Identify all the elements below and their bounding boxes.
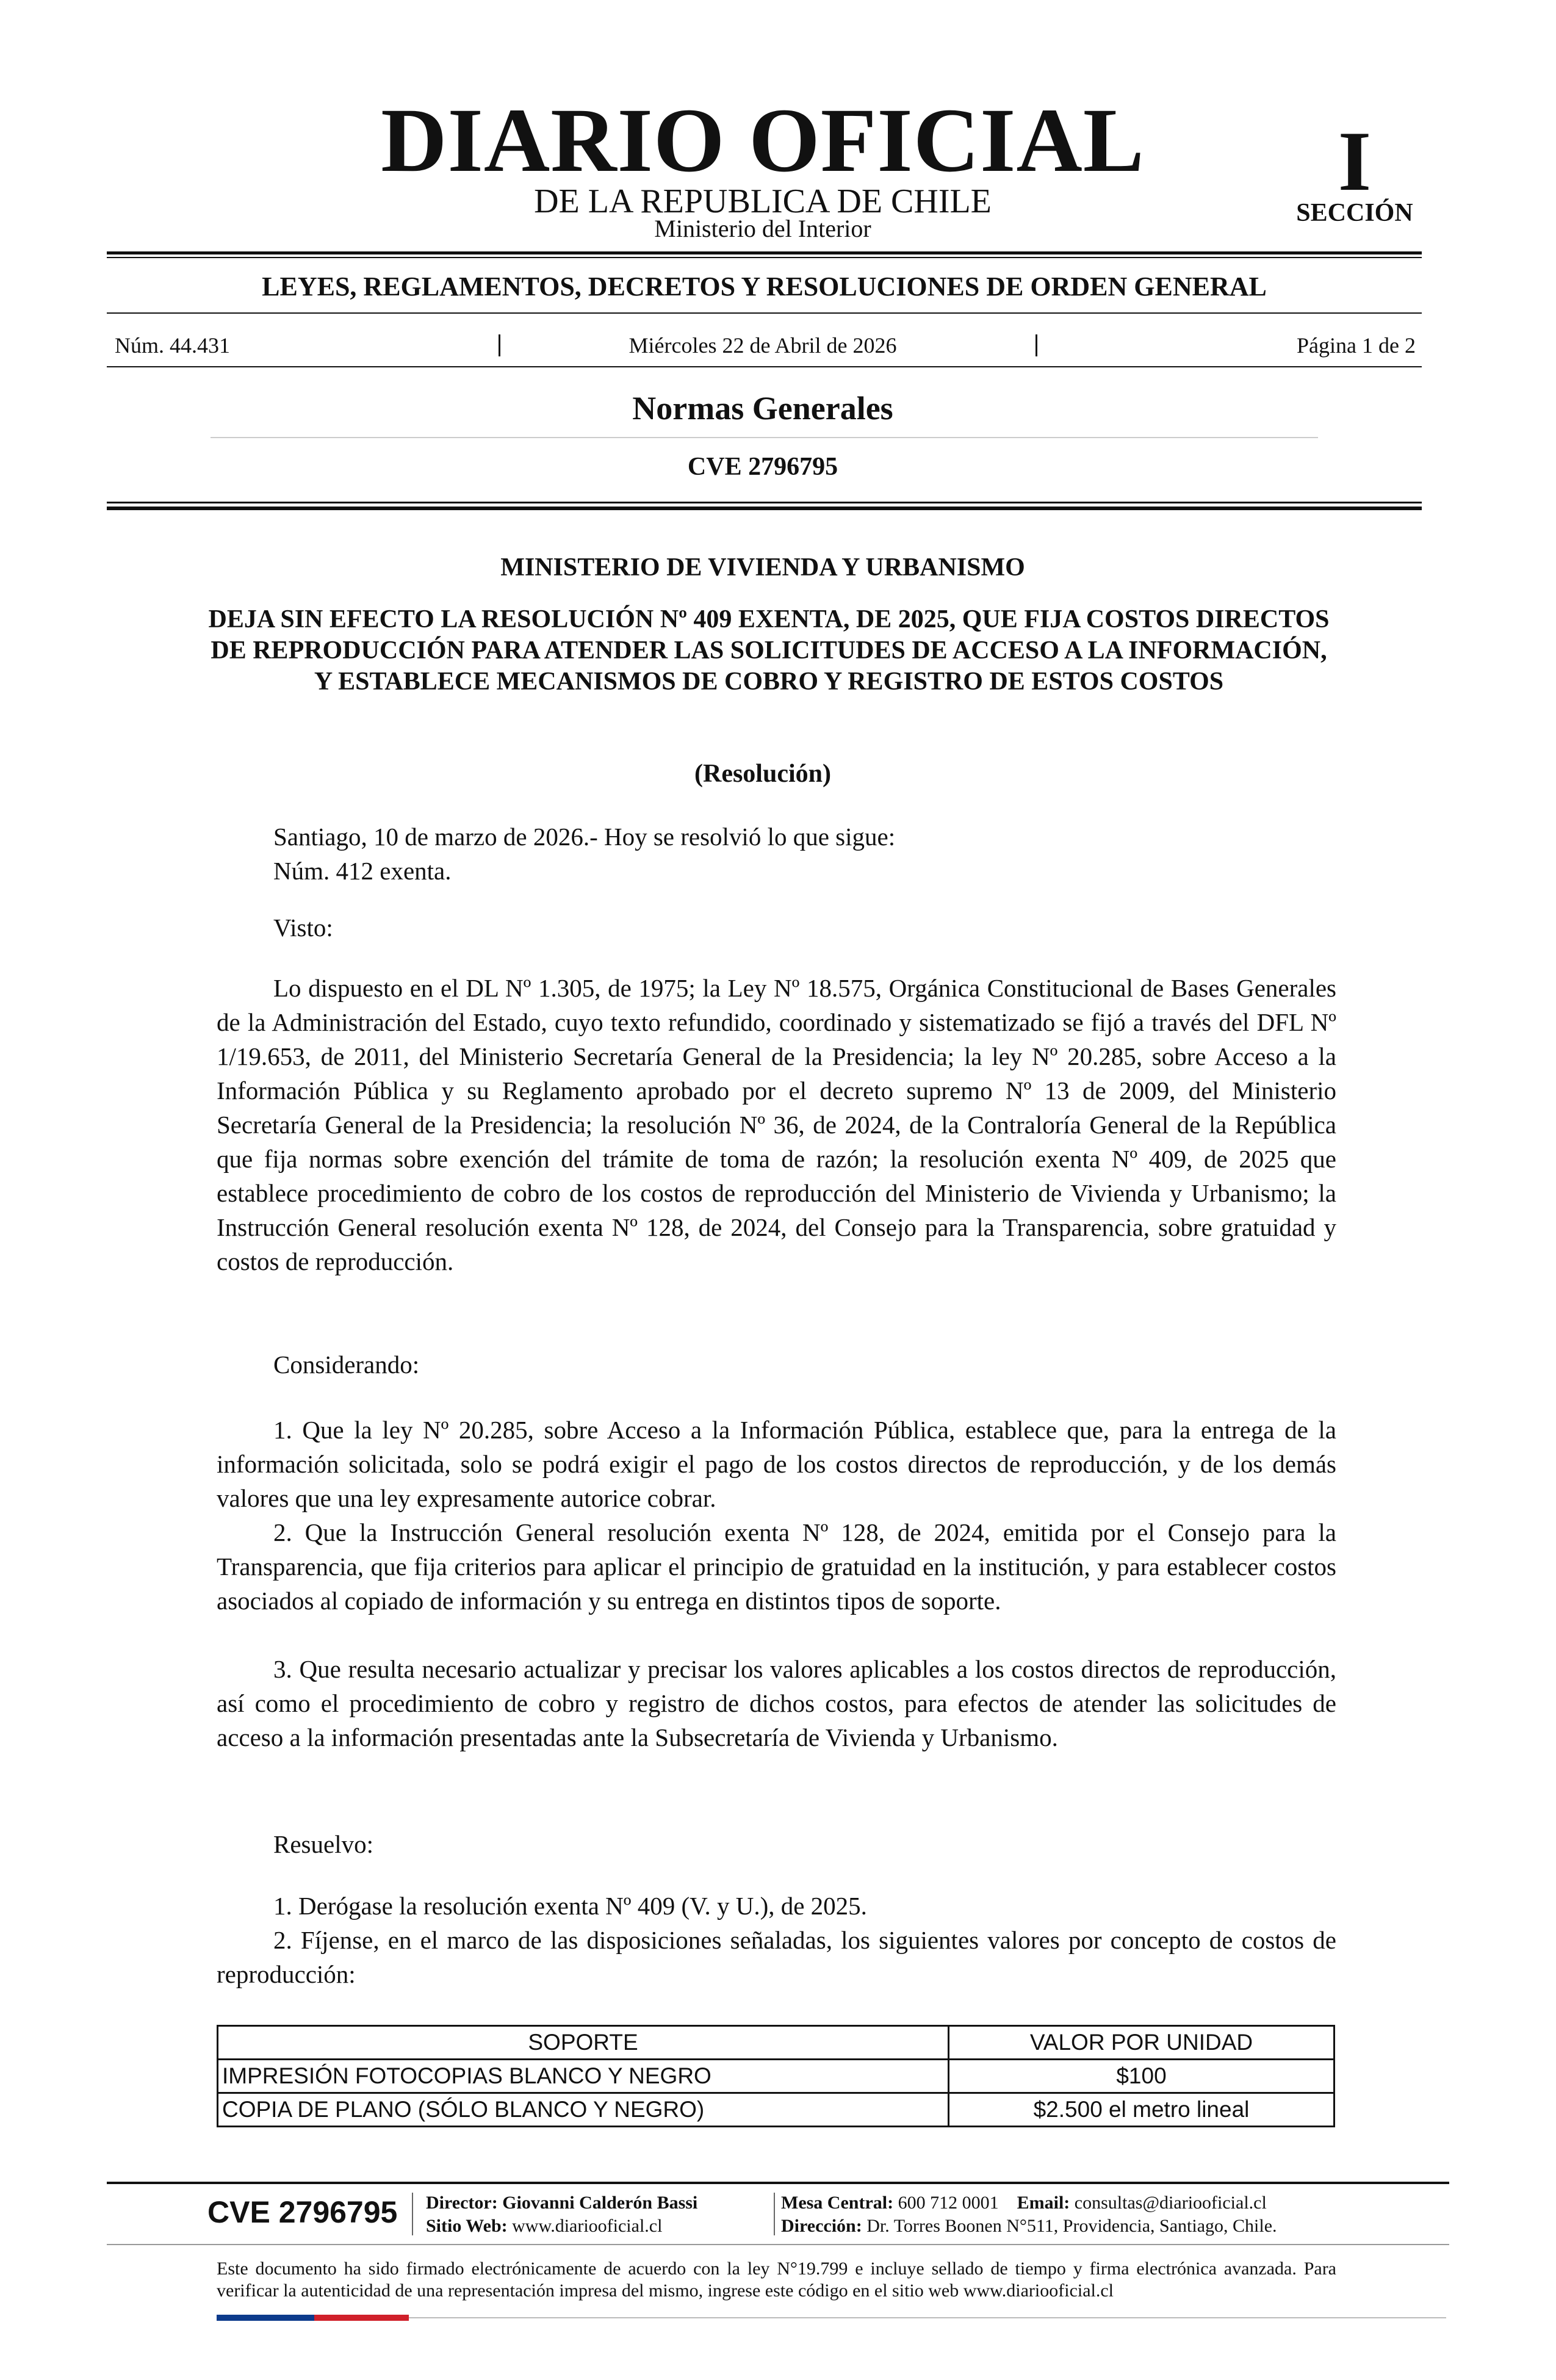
table-row — [218, 2060, 1334, 2093]
heading-divider — [211, 437, 1318, 438]
footer-director-label: Director: — [426, 2193, 498, 2213]
considerando-item: 3. Que resulta necesario actualizar y precisar los valores aplicables a los costos directos de reproducción, así como el procedimiento de cobro y registro de dichos costos, para efectos de atender las solicitudes de acceso a la información presentadas ante la Subsecretaría de Vivienda y Urbanismo. — [217, 1655, 1336, 1751]
issue-date: Miércoles 22 de Abril de 2026 — [629, 333, 897, 358]
table-cell: IMPRESIÓN FOTOCOPIAS BLANCO Y NEGRO — [218, 2060, 949, 2093]
masthead-divider — [107, 251, 1422, 254]
resuelvo-item: 1. Derógase la resolución exenta Nº 409 (V. y U.), de 2025. — [273, 1892, 867, 1920]
footer-web — [426, 2215, 662, 2237]
footer-mesa-value: 600 712 0001 — [898, 2193, 999, 2213]
cost-table — [217, 2025, 1335, 2127]
flag-stripe-red — [314, 2315, 409, 2321]
footer-address — [781, 2215, 1277, 2237]
footer-director — [426, 2192, 697, 2214]
footer-director-name: Giovanni Calderón Bassi — [502, 2193, 698, 2213]
footer-separator — [412, 2193, 413, 2235]
considerando-item: 1. Que la ley Nº 20.285, sobre Acceso a la Información Pública, establece que, para la entrega de la información solicitada, solo se podrá exigir el pago de los costos directos de reproducción, y de los demás valores que una ley expresamente autorice cobrar. — [217, 1416, 1336, 1512]
table-header: VALOR POR UNIDAD — [949, 2026, 1334, 2060]
footer-email-label: Email: — [1017, 2193, 1070, 2213]
table-header: SOPORTE — [218, 2026, 949, 2060]
section-label: SECCIÓN — [1296, 199, 1413, 227]
footer-email-link[interactable]: consultas@diariooficial.cl — [1074, 2193, 1267, 2213]
section-heading: Normas Generales — [632, 390, 893, 427]
footer-bottom-line — [409, 2317, 1446, 2318]
table-row — [218, 2093, 1334, 2127]
document-type: (Resolución) — [694, 760, 831, 788]
table-cell: $100 — [949, 2060, 1334, 2093]
resolution-number: Núm. 412 exenta. — [273, 857, 452, 885]
banner: LEYES, REGLAMENTOS, DECRETOS Y RESOLUCIONES DE ORDEN GENERAL — [262, 272, 1267, 301]
masthead-title: DIARIO OFICIAL — [381, 90, 1145, 191]
masthead-divider-thin — [107, 257, 1422, 258]
footer-address-label: Dirección: — [781, 2216, 862, 2236]
table-cell: COPIA DE PLANO (SÓLO BLANCO Y NEGRO) — [218, 2093, 949, 2127]
place-date: Santiago, 10 de marzo de 2026.- Hoy se resolvió lo que sigue: — [273, 823, 896, 851]
issue-separator — [1036, 334, 1037, 356]
masthead-ministry: Ministerio del Interior — [654, 215, 871, 242]
cve-code: CVE 2796795 — [687, 453, 838, 481]
ministry-title: MINISTERIO DE VIVIENDA Y URBANISMO — [500, 554, 1025, 582]
footer-web-label: Sitio Web: — [426, 2216, 508, 2236]
table-header-row — [218, 2026, 1334, 2060]
issue-divider — [107, 366, 1422, 367]
document-title: DEJA SIN EFECTO LA RESOLUCIÓN Nº 409 EXENTA, DE 2025, QUE FIJA COSTOS DIRECTOS DE REPRODUCCIÓN PARA ATENDER LAS SOLICITUDES DE ACCESO A LA INFORMACIÓN, Y ESTABLECE MECANISMOS DE COBRO Y REGISTRO DE ESTOS COSTOS — [208, 605, 1330, 696]
footer-mesa-label: Mesa Central: — [781, 2193, 894, 2213]
masthead-subtitle: DE LA REPUBLICA DE CHILE — [534, 182, 992, 220]
flag-stripe-blue — [217, 2315, 314, 2321]
footer-cve: CVE 2796795 — [207, 2195, 398, 2229]
resuelvo-item: 2. Fíjense, en el marco de las disposiciones señaladas, los siguientes valores por concepto de costos de reproducción: — [217, 1926, 1336, 1988]
table-cell: $2.500 el metro lineal — [949, 2093, 1334, 2127]
footer-separator — [774, 2193, 775, 2235]
footer-web-link[interactable]: www.diariooficial.cl — [512, 2216, 663, 2236]
footer-divider — [107, 2182, 1449, 2184]
cve-divider-thick — [107, 507, 1422, 510]
section-numeral: I — [1338, 114, 1372, 209]
banner-divider — [107, 312, 1422, 314]
considerando-label: Considerando: — [273, 1350, 420, 1379]
footer-divider-thin — [107, 2244, 1449, 2245]
cve-divider — [107, 502, 1422, 503]
issue-number: Núm. 44.431 — [115, 333, 230, 358]
visto-text: Lo dispuesto en el DL Nº 1.305, de 1975; la Ley Nº 18.575, Orgánica Constitucional de Bases Generales de la Administración del Estado, cuyo texto refundido, coordinado y sistematizado se fijó a través del DFL Nº 1/19.653, de 2011, del Ministerio Secretaría General de la Presidencia; la ley Nº 20.285, sobre Acceso a la Información Pública y su Reglamento aprobado por el decreto supremo Nº 13 de 2009, del Ministerio Secretaría General de la Presidencia; la resolución Nº 36, de 2024, de la Contraloría General de la República que fija normas sobre exención del trámite de toma de razón; la resolución exenta Nº 409, de 2025 que establece procedimiento de cobro de los costos de reproducción del Ministerio de Vivienda y Urbanismo; la Instrucción General resolución exenta Nº 128, de 2024, del Consejo para la Transparencia, sobre gratuidad y costos de reproducción. — [217, 974, 1336, 1275]
resuelvo-label: Resuelvo: — [273, 1830, 373, 1858]
issue-page: Página 1 de 2 — [1297, 333, 1416, 358]
footer-contact — [781, 2192, 1267, 2214]
considerando-item: 2. Que la Instrucción General resolución exenta Nº 128, de 2024, emitida por el Consejo para la Transparencia, que fija criterios para aplicar el principio de gratuidad en la institución, y para establecer costos asociados al copiado de información y su entrega en distintos tipos de soporte. — [217, 1518, 1336, 1615]
footer-address-value: Dr. Torres Boonen N°511, Providencia, Santiago, Chile. — [866, 2216, 1277, 2236]
visto-label: Visto: — [273, 914, 333, 942]
footer-notice: Este documento ha sido firmado electrónicamente de acuerdo con la ley N°19.799 e incluye sellado de tiempo y firma electrónica avanzada. Para verificar la autenticidad de una representación impresa del mismo, ingrese este código en el sitio web www.diariooficial.cl — [217, 2259, 1336, 2301]
